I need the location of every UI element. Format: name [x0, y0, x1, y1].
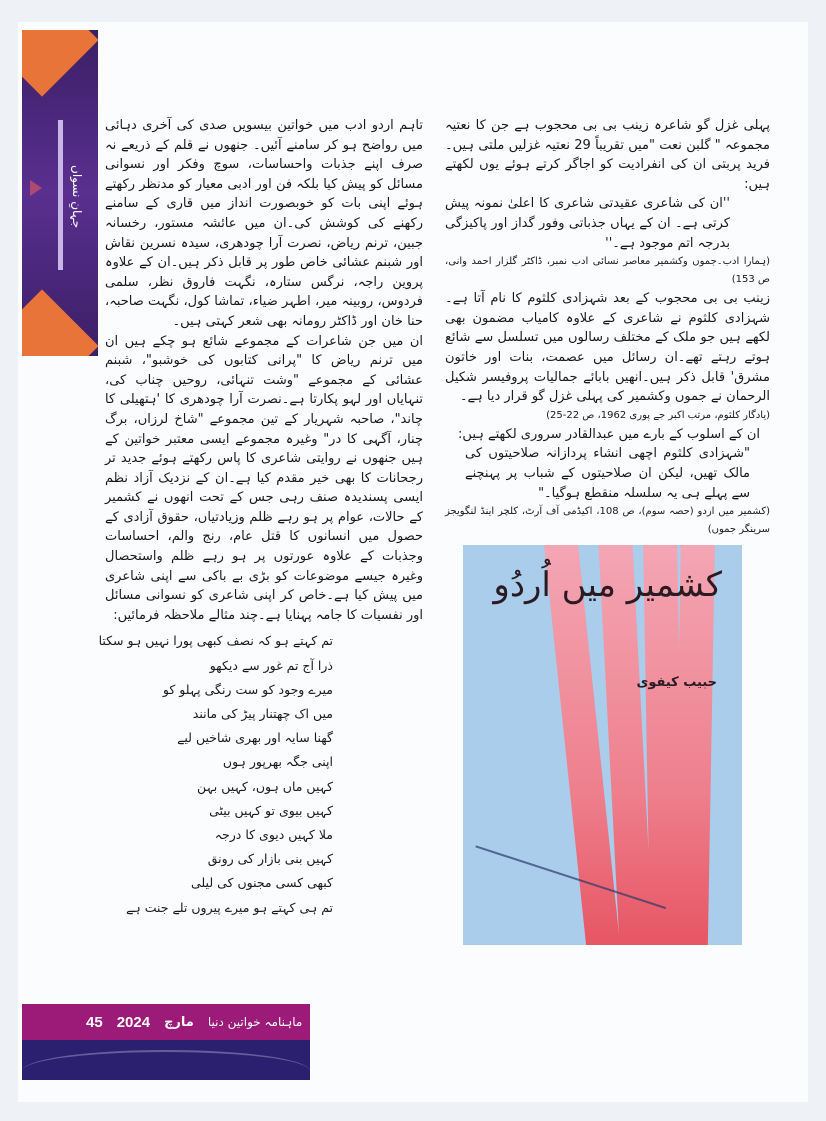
poem-line: تم کہتے ہو کہ نصف کبھی پورا نہیں ہو سکتا [98, 633, 333, 649]
citation: (ہمارا ادب۔جموں وکشمیر معاصر نسائی ادب نمبر، ڈاکٹر گلزار احمد وانی، ص 153) [445, 256, 770, 286]
section-label: جہانِ نسواں [70, 165, 84, 229]
issue-year: 2024 [116, 1013, 151, 1031]
poem-line: میں اک چھتنار پیڑ کی مانند [192, 706, 333, 722]
poem-line: تم ہی کہتے ہو میرے پیروں تلے جنت ہے [126, 899, 333, 915]
page-number: 45 [86, 1013, 103, 1031]
right-column [445, 116, 770, 945]
paragraph: ان میں جن شاعرات کے مجموعے شائع ہو چکے ہیں ان میں ترنم ریاض کا "پرانی کتابوں کی خوشبو"، شبنم عشائی کے مجموعے "وشت تنہائی، روحیں چناب کی، تنہایاں اور لہو پکارتا ہے۔نصرت آرا چودھری کا 'ہتھیلی کا چاند"، صاحبہ شہریار کے تین مجموعے "شاخ لرزاں، برگ چنار، آگہی کا در" وغیرہ مجموعے ایسی معتبر خواتین کے ہیں جنھوں نے روایتی شاعری کا پاس رکھتے ہوئے جدید تر رجحانات کا بھی خیر مقدم کیا ہے۔ان کے نزدیک آزاد نظم ایسی پسندیدہ صنف رہی جس کے تحت انھوں نے کشمیر کے حالات، عوام پر ہو رہے ظلم وزیادتیاں، حقوق آزادی کے حصول میں انسانوں کا قتل عام، رنج والم، احساسات وجذبات کے علاوہ عورتوں پر ہو رہے ظلم واستحصال وغیرہ جیسے موضوعات کو بڑی بے باکی سے اپنی شاعری میں پیش کیا ہے۔خاص کر اپنی شاعری کو نسوانی مسائل اور نفسیات کا جامہ پہنایا ہے۔چند مثالے ملاحظہ فرمائیں: [105, 333, 423, 623]
triangle-icon [30, 180, 42, 196]
poem-line: ذرا آج تم غور سے دیکھو [209, 657, 333, 673]
paragraph: پہلی غزل گو شاعرہ زینب بی بی محجوب ہے جن کا نعتیہ مجموعہ " گلبن نعت "میں تقریباً 29 نعتیہ غزلیں ملتی ہیں۔فرید پربتی ان کی انفرادیت کو اجاگر کرتے ہوئے یوں لکھتے ہیں: [445, 118, 770, 192]
section-sidebar [22, 30, 98, 356]
poem-line: کہیں ماں ہوں، کہیں بہن [196, 778, 333, 794]
left-column [98, 116, 423, 920]
quote: ''ان کی شاعری عقیدتی شاعری کا اعلیٰ نمونہ پیش کرتی ہے۔ ان کے یہاں جذباتی وفور گداز اور پاکیزگی بدرجہ اتم موجود ہے۔'' [445, 196, 730, 251]
poem-line: میرے وجود کو ست رنگی پہلو کو [162, 681, 333, 697]
book-cover-image [463, 545, 742, 945]
decorative-wave [22, 1050, 310, 1092]
paragraph: تاہم اردو ادب میں خواتین بیسویں صدی کی آخری دہائی میں رواضح ہو کر سامنے آئیں۔ جنھوں نے قلم کے ذریعے نہ صرف اپنے جذبات واحساسات، سوچ وفکر اور نسوانی مسائل کو پیش کیا بلکہ فن اور ادبی معیار کو مدنظر رکھتے ہوئے اپنی بات کو خوبصورت انداز میں قاری کے سامنے رکھنے کی کوشش کی۔ان میں عائشہ مستور، رخسانہ جبین، ترنم ریاض، نصرت آرا چودھری، سیدہ نسرین نقاش اور شبنم عشائی خاص طور پر قابل ذکر ہیں۔ان کے علاوہ پروین راجہ، نرگس ستارہ، نگہت فاروق نظر، سلمی فردوس، روبینہ میر، اطہر ضیاء، تماشا کول، نگہت صاحبہ، حنا خان اور ڈاکٹر رومانہ بھی شعر کہتی ہیں۔ [105, 118, 423, 329]
paragraph: زینب بی بی محجوب کے بعد شہزادی کلثوم کا نام آتا ہے۔شہزادی کلثوم نے شاعری کے علاوہ کامیاب مضمون بھی لکھے ہیں جو ملک کے مختلف رسالوں میں تسلسل سے شائع ہوتے رہتے تھے۔ان رسائل میں عصمت، بنات اور خاتون مشرق' قابل ذکر ہیں۔انھیں بابائے جمالیات پروفیسر شکیل الرحمان نے جموں وکشمیر کی پہلی غزل گو قرار دیا ہے۔ [445, 291, 770, 405]
citation: (یادگار کلثوم، مرتب اکبر جے پوری 1962، ص 22-25) [546, 409, 770, 421]
poem-line: کبھی کسی مجنوں کی لیلی [191, 875, 333, 891]
poem-line: ملا کہیں دیوی کا درجہ [214, 827, 333, 843]
decorative-shape [22, 30, 98, 97]
poem-line: اپنی جگہ بھرپور ہوں [222, 754, 333, 770]
footer-bar [22, 1004, 310, 1040]
quote: "شہزادی کلثوم اچھی انشاء پردازانہ صلاحیتوں کی مالک تھیں، لیکن ان صلاحیتوں کے شباب پر پہنچنے سے پہلے ہی یہ سلسلہ منقطع ہوگیا۔" [465, 446, 750, 501]
poem-line: کہیں بیوی تو کہیں بیٹی [209, 802, 333, 818]
decorative-shape [22, 289, 98, 356]
poem-line: کہیں بنی بازار کی رونق [207, 851, 333, 867]
paragraph: ان کے اسلوب کے بارے میں عبدالقادر سروری لکھتے ہیں: [458, 426, 760, 442]
issue-month: مارچ [164, 1014, 194, 1030]
page-footer [22, 1004, 310, 1080]
poem-line: گھنا سایہ اور بھری شاخیں لیے [177, 730, 333, 746]
magazine-name: ماہنامہ خواتین دنیا [207, 1015, 303, 1029]
book-author: حبیب کیفوی [636, 675, 717, 691]
citation: (کشمیر میں اردو (حصہ سوم)، ص 108، اکیڈمی آف آرٹ، کلچر اینڈ لنگویجز سرینگر جموں) [445, 506, 770, 536]
poem [98, 629, 423, 919]
book-title: کشمیر میں اُردُو [493, 565, 722, 606]
